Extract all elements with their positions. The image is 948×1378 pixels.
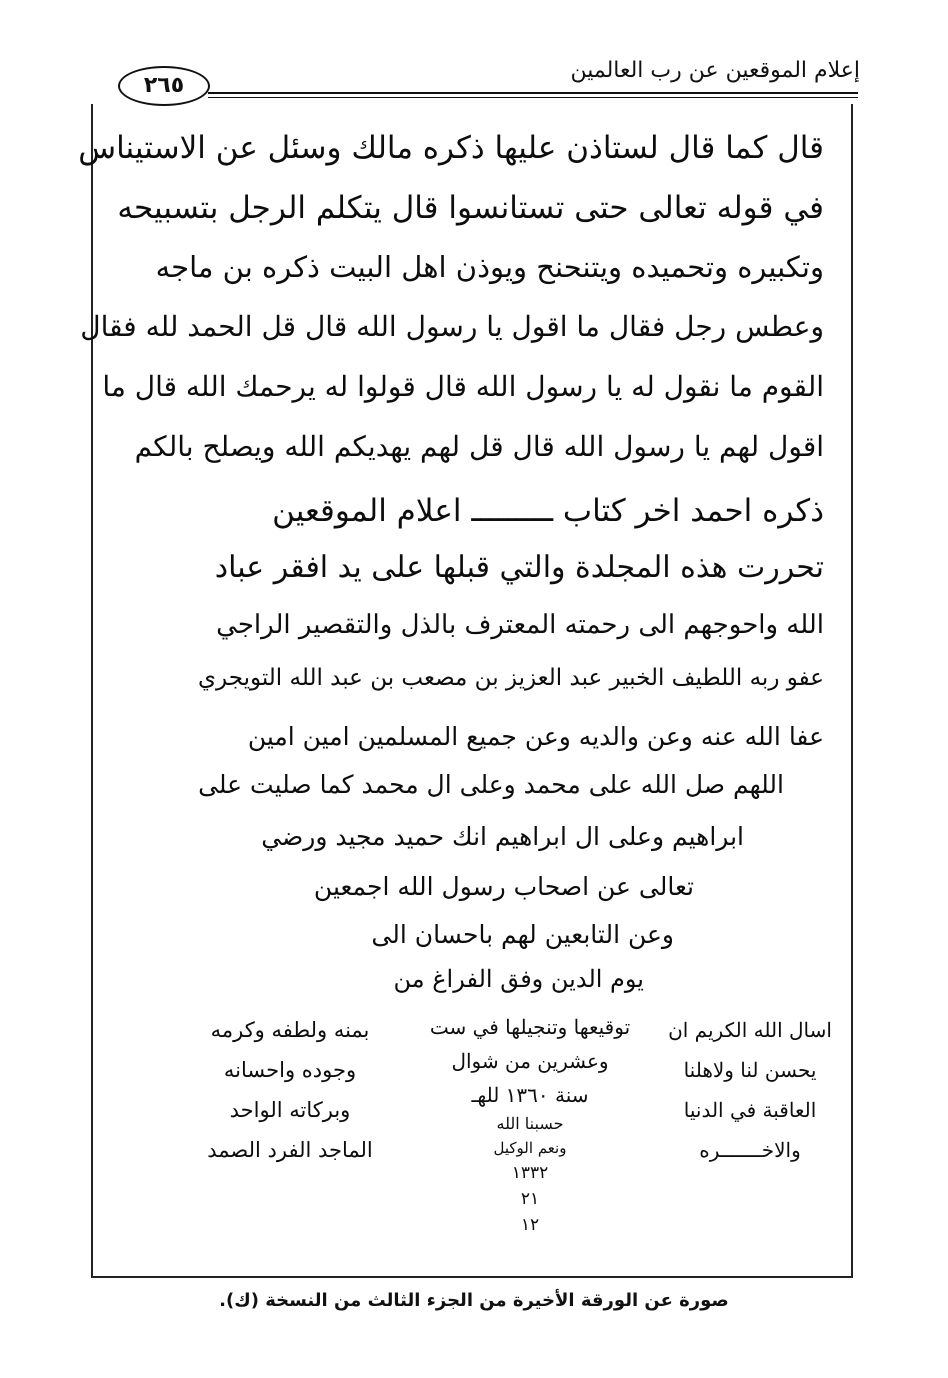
colophon-line: يحسن لنا ولاهلنا <box>683 1058 817 1082</box>
manuscript-line: عفا الله عنه وعن والديه وعن جميع المسلمين امين امين <box>247 722 824 751</box>
colophon-line: ونعم الوكيل <box>493 1139 567 1157</box>
colophon-line: الماجد الفرد الصمد <box>207 1138 373 1162</box>
page-header <box>0 0 948 110</box>
manuscript-line: قال كما قال لستاذن عليها ذكره مالك وسئل عن الاستيناس <box>78 130 824 166</box>
colophon-line: العاقبة في الدنيا <box>683 1098 817 1122</box>
figure-caption: صورة عن الورقة الأخيرة من الجزء الثالث من النسخة (ك). <box>219 1290 729 1311</box>
manuscript-line: تعالى عن اصحاب رسول الله اجمعين <box>313 872 694 901</box>
colophon-line: ١٢ <box>520 1215 540 1235</box>
book-title: إعلام الموقعين عن رب العالمين <box>570 58 860 83</box>
manuscript-image <box>78 110 844 1270</box>
manuscript-line: ابراهيم وعلى ال ابراهيم انك حميد مجيد ورضي <box>261 822 744 851</box>
manuscript-line: القوم ما نقول له يا رسول الله قال قولوا له يرحمك الله قال ما <box>102 370 824 403</box>
manuscript-line: وتكبيره وتحميده ويتنحنح ويوذن اهل البيت ذكره بن ماجه <box>155 250 824 284</box>
colophon-columns <box>100 980 844 1270</box>
colophon-line: ١٣٣٢ <box>511 1163 549 1183</box>
manuscript-line: وعطس رجل فقال ما اقول يا رسول الله قال قل الحمد لله فقال <box>80 310 824 343</box>
colophon-line: وعشرين من شوال <box>451 1049 609 1073</box>
page-number: ٢٦٥ <box>118 66 210 106</box>
manuscript-line: الله واحوجهم الى رحمته المعترف بالذل والتقصير الراجي <box>216 610 824 640</box>
colophon-line: اسال الله الكريم ان <box>668 1018 832 1042</box>
manuscript-line: تحررت هذه المجلدة والتي قبلها على يد افقر عباد <box>214 550 824 585</box>
manuscript-line: يوم الدين وفق الفراغ من <box>393 965 644 993</box>
colophon-line: توقيعها وتنجيلها في ست <box>429 1015 631 1039</box>
manuscript-line: عفو ربه اللطيف الخبير عبد العزيز بن مصعب بن عبد الله التويجري <box>198 665 824 691</box>
colophon-line: حسبنا الله <box>496 1114 564 1133</box>
manuscript-line: وعن التابعين لهم باحسان الى <box>371 920 674 949</box>
colophon-line: سنة ١٣٦٠ للهـ <box>471 1083 589 1107</box>
colophon-line: بمنه ولطفه وكرمه <box>210 1018 370 1042</box>
manuscript-line: ذكره احمد اخر كتاب ـــــــــ اعلام الموقعين <box>272 493 824 529</box>
manuscript-line: اللهم صل الله على محمد وعلى ال محمد كما صليت على <box>198 770 784 799</box>
manuscript-line: في قوله تعالى حتى تستانسوا قال يتكلم الرجل بتسبيحه <box>117 190 824 226</box>
header-rule-thin <box>208 97 858 98</box>
colophon-line: وجوده واحسانه <box>223 1058 357 1082</box>
colophon-line: ٢١ <box>520 1189 540 1209</box>
colophon-left-column <box>180 1010 400 1170</box>
colophon-middle-column <box>415 1010 645 1238</box>
colophon-line: وبركاته الواحد <box>229 1098 351 1122</box>
colophon-right-column <box>655 1010 845 1170</box>
manuscript-line: اقول لهم يا رسول الله قال قل لهم يهديكم الله ويصلح بالكم <box>134 430 824 463</box>
header-rule <box>208 92 858 94</box>
colophon-line: والاخـــــــره <box>699 1138 801 1162</box>
